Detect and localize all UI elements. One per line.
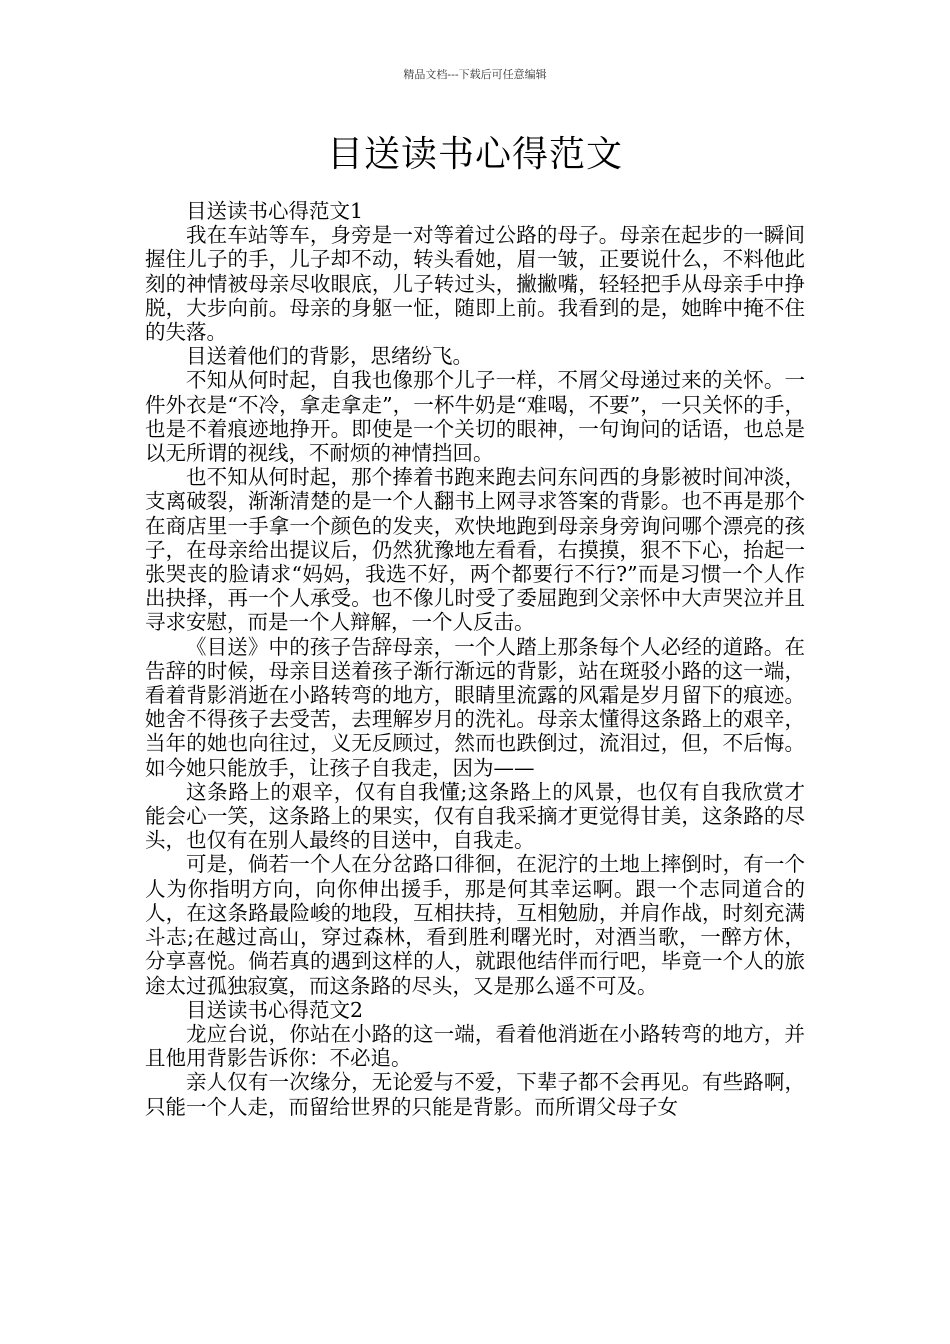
header-note: 精品文档---下载后可任意编辑	[403, 68, 547, 81]
section-heading-2: 目送读书心得范文2	[186, 997, 364, 1022]
paragraph: 《目送》中的孩子告辞母亲，一个人踏上那条每个人必经的道路。在告辞的时候，母亲目送着孩子渐行渐远的背影，站在斑驳小路的这一端，看着背影消逝在小路转弯的地方，眼睛里流露的风霜是岁月留下的痕迹。她舍不得孩子去受苦，去理解岁月的洗礼。母亲太懂得这条路上的艰辛，当年的她也向往过，义无反顾过，然而也跌倒过，流泪过，但，不后悔。如今她只能放手，让孩子自我走，因为——	[145, 634, 805, 780]
paragraph: 龙应台说，你站在小路的这一端，看着他消逝在小路转弯的地方，并且他用背影告诉你：不必追。	[145, 1021, 805, 1071]
paragraph: 我在车站等车，身旁是一对等着过公路的母子。母亲在起步的一瞬间握住儿子的手，儿子却不动，转头看她，眉一皱，正要说什么，不料他此刻的神情被母亲尽收眼底，儿子转过头，撇撇嘴，轻轻把手从母亲手中挣脱，大步向前。母亲的身躯一怔，随即上前。我看到的是，她眸中掩不住的失落。	[145, 223, 805, 345]
document-title: 目送读书心得范文	[326, 134, 623, 175]
paragraph: 也不知从何时起，那个捧着书跑来跑去问东问西的身影被时间冲淡，支离破裂，渐渐清楚的是一个人翻书上网寻求答案的背影。也不再是那个在商店里一手拿一个颜色的发夹，欢快地跑到母亲身旁询问哪个漂亮的孩子，在母亲给出提议后，仍然犹豫地左看看，右摸摸，狠不下心，抬起一张哭丧的脸请求“妈妈，我选不好，两个都要行不行?”而是习惯一个人作出抉择，再一个人承受。也不像儿时受了委屈跑到父亲怀中大声哭泣并且寻求安慰，而是一个人辩解，一个人反击。	[145, 465, 805, 635]
section-heading-1: 目送读书心得范文1	[186, 199, 364, 223]
paragraph: 亲人仅有一次缘分，无论爱与不爱，下辈子都不会再见。有些路啊，只能一个人走，而留给世界的只能是背影。而所谓父母子女	[145, 1070, 805, 1119]
paragraph: 这条路上的艰辛，仅有自我懂;这条路上的风景，也仅有自我欣赏才能会心一笑，这条路上的果实，仅有自我采摘才更觉得甘美，这条路的尽头，也仅有在别人最终的目送中，自我走。	[145, 779, 805, 853]
paragraph: 不知从何时起，自我也像那个儿子一样，不屑父母递过来的关怀。一件外衣是“不冷，拿走拿走”，一杯牛奶是“难喝，不要”，一只关怀的手，也是不着痕迹地挣开。即使是一个关切的眼神，一句询问的话语，也总是以无所谓的视线，不耐烦的神情挡回。	[145, 368, 805, 466]
paragraph: 可是，倘若一个人在分岔路口徘徊，在泥泞的土地上摔倒时，有一个人为你指明方向，向你伸出援手，那是何其幸运啊。跟一个志同道合的人，在这条路最险峻的地段，互相扶持，互相勉励，并肩作战，时刻充满斗志;在越过高山，穿过森林，看到胜利曙光时，对酒当歌，一醉方休，分享喜悦。倘若真的遇到这样的人，就跟他结伴而行吧，毕竟一个人的旅途太过孤独寂寞，而这条路的尽头，又是那么遥不可及。	[145, 852, 805, 998]
paragraph: 目送着他们的背影，思绪纷飞。	[186, 344, 473, 369]
document-body	[145, 199, 805, 1119]
